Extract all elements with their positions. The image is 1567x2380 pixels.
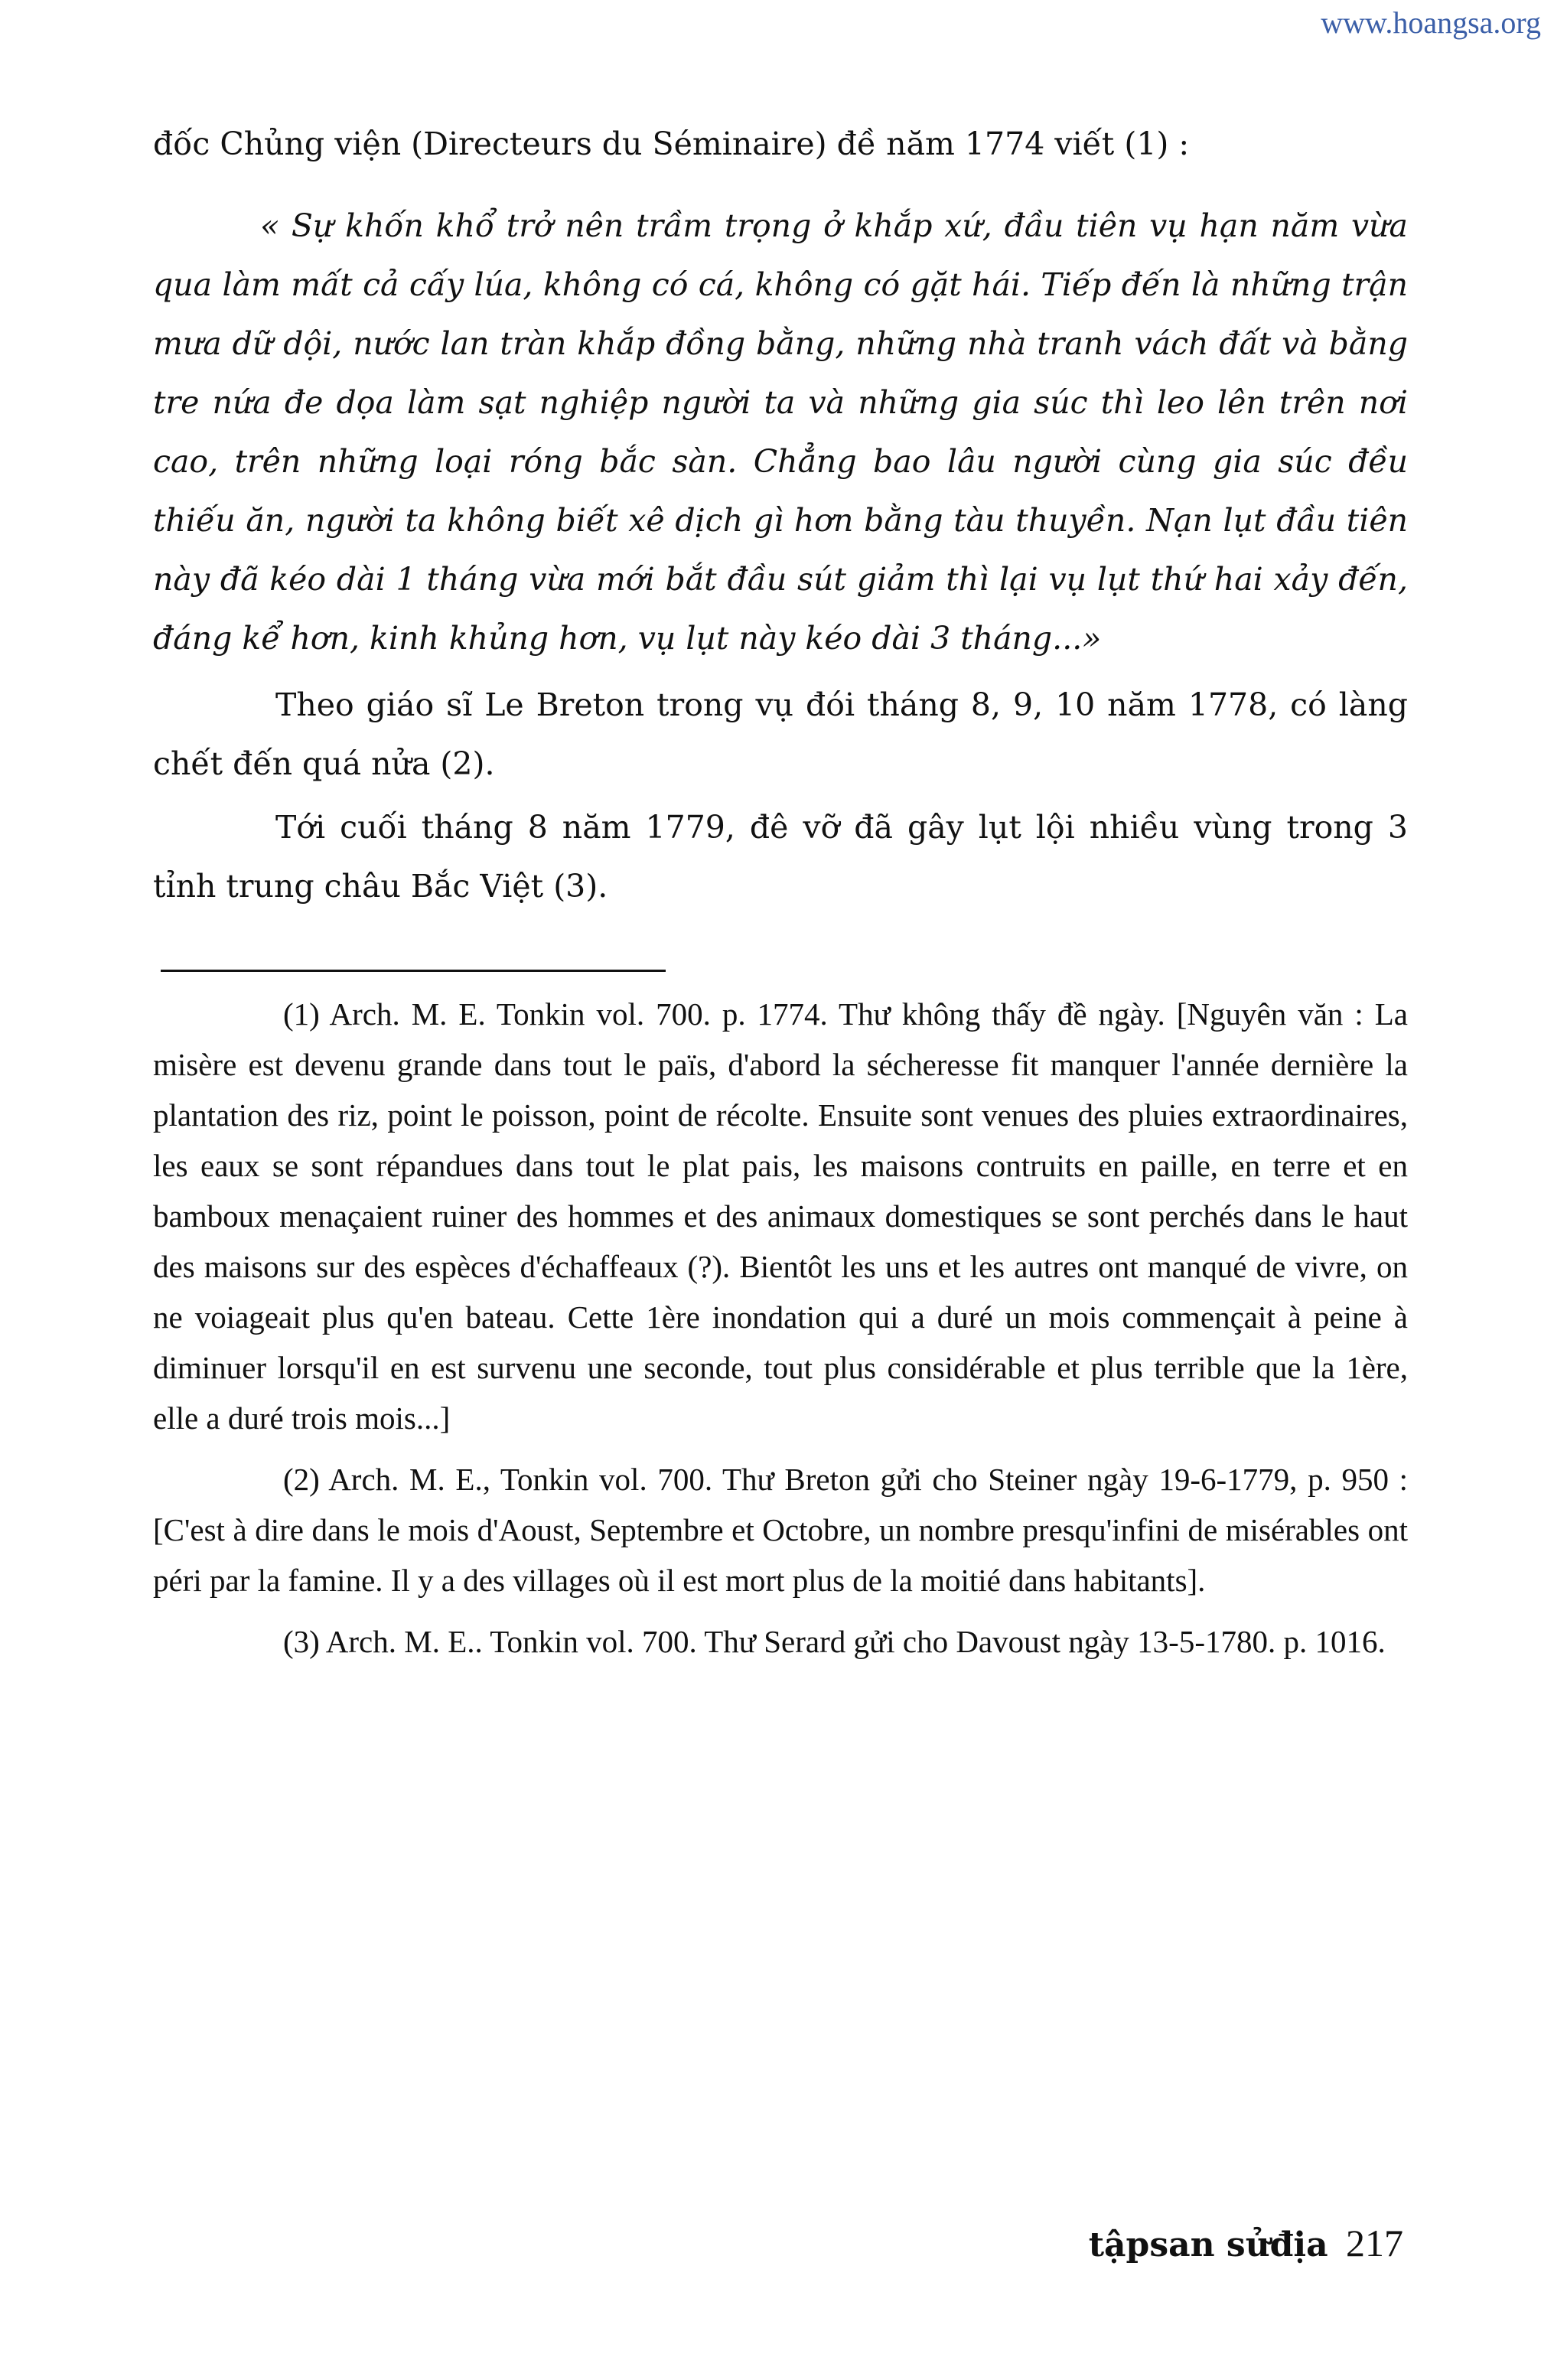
intro-paragraph: đốc Chủng viện (Directeurs du Séminaire) đề năm 1774 viết (1) :	[153, 126, 1190, 162]
footnote-2: (2) Arch. M. E., Tonkin vol. 700. Thư Breton gửi cho Steiner ngày 19-6-1779, p. 950 : [C'est à dire dans le mois d'Aoust, Septembre et Octobre, un nombre presqu'infini de misérables ont péri par la famine. Il y a des villages où il est mort plus de la moitié dans habitants].	[153, 1462, 1408, 1598]
footnote-divider	[161, 970, 666, 972]
footnote-3: (3) Arch. M. E.. Tonkin vol. 700. Thư Serard gửi cho Davoust ngày 13-5-1780. p. 1016.	[283, 1624, 1386, 1659]
paragraph-le-breton: Theo giáo sĩ Le Breton trong vụ đói tháng 8, 9, 10 năm 1778, có làng chết đến quá nửa (2).	[153, 686, 1408, 782]
quoted-letter: « Sự khốn khổ trở nên trầm trọng ở khắp xứ, đầu tiên vụ hạn năm vừa qua làm mất cả cấy lúa, không có cá, không có gặt hái. Tiếp đến là những trận mưa dữ dội, nước lan tràn khắp đồng bằng, những nhà tranh vách đất và bằng tre nứa đe dọa làm sạt nghiệp người ta và những gia súc thì leo lên trên nơi cao, trên những loại róng bắc sàn. Chẳng bao lâu người cùng gia súc đều thiếu ăn, người ta không biết xê dịch gì hơn bằng tàu thuyền. Nạn lụt đầu tiên này đã kéo dài 1 tháng vừa mới bắt đầu sút giảm thì lại vụ lụt thứ hai xảy đến, đáng kể hơn, kinh khủng hơn, vụ lụt này kéo dài 3 tháng...»	[153, 207, 1408, 657]
watermark-url: www.hoangsa.org	[1321, 5, 1541, 40]
page-number: 217	[1346, 2222, 1403, 2264]
page-footer	[1089, 2221, 1403, 2265]
footnote-1: (1) Arch. M. E. Tonkin vol. 700. p. 1774. Thư không thấy đề ngày. [Nguyên văn : La misère est devenu grande dans tout le païs, d'abord la sécheresse fit manquer l'année dernière la plantation des riz, point le poisson, point de récolte. Ensuite sont venues des pluies extraordinaires, les eaux se sont répandues dans tout le plat pais, les maisons contruits en paille, en terre et en bamboux menaçaient ruiner des hommes et des animaux domestiques se sont perchés dans le haut des maisons sur des espèces d'échaffeaux (?). Bientôt les uns et les autres ont manqué de vivre, on ne voiageait plus qu'en bateau. Cette 1ère inondation qui a duré un mois commençait à peine à diminuer lorsqu'il en est survenu une seconde, tout plus considérable et plus terrible que la 1ère, elle a duré trois mois...]	[153, 996, 1408, 1436]
page-body	[153, 115, 1408, 1677]
journal-name: tậpsan sửđịa	[1088, 2225, 1328, 2264]
paragraph-flood-1779: Tới cuối tháng 8 năm 1779, đê vỡ đã gây lụt lội nhiều vùng trong 3 tỉnh trung châu Bắc Việt (3).	[153, 809, 1408, 905]
